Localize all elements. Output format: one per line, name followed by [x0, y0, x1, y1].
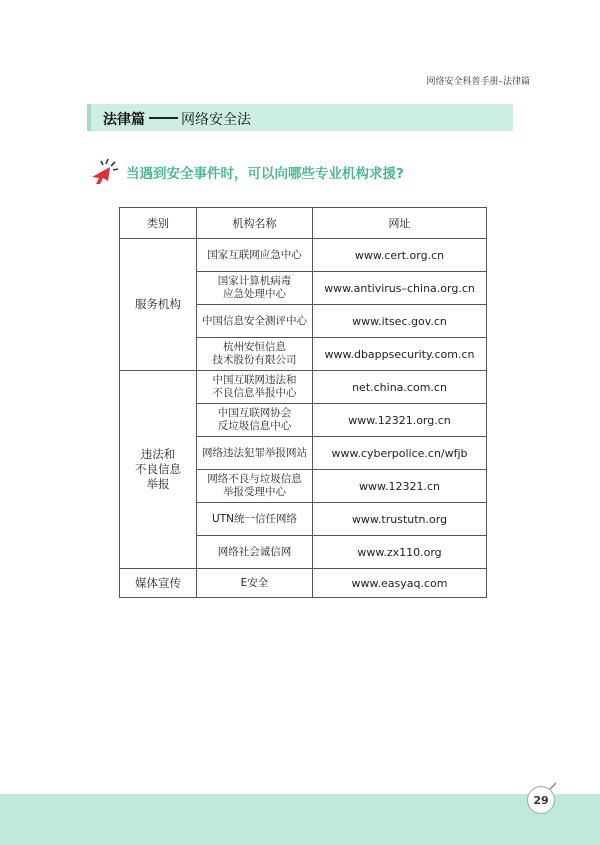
website-cell: www.trustutn.org — [313, 503, 487, 536]
footer-band — [0, 794, 600, 845]
org-name-cell: 杭州安恒信息 技术股份有限公司 — [197, 338, 313, 371]
header-website: 网址 — [313, 208, 487, 239]
table-row — [120, 569, 487, 598]
agency-table — [119, 207, 487, 598]
org-name-cell: UTN统一信任网络 — [197, 503, 313, 536]
org-name-cell: 网络不良与垃圾信息 举报受理中心 — [197, 470, 313, 503]
org-name-cell: 国家互联网应急中心 — [197, 239, 313, 272]
table-header-row — [120, 208, 487, 239]
website-cell: www.antivirus–china.org.cn — [313, 272, 487, 305]
website-cell: www.cyberpolice.cn/wfjb — [313, 437, 487, 470]
cursor-click-icon — [86, 157, 120, 185]
org-name-cell: 国家计算机病毒 应急处理中心 — [197, 272, 313, 305]
website-cell: net.china.com.cn — [313, 371, 487, 404]
org-name-cell: 中国互联网违法和 不良信息举报中心 — [197, 371, 313, 404]
category-cell: 服务机构 — [120, 239, 197, 371]
website-cell: www.dbappsecurity.com.cn — [313, 338, 487, 371]
org-name-cell: 网络社会诚信网 — [197, 536, 313, 569]
section-title-bar — [87, 104, 513, 131]
website-cell: www.12321.cn — [313, 470, 487, 503]
org-name-cell: 网络违法犯罪举报网站 — [197, 437, 313, 470]
website-cell: www.itsec.gov.cn — [313, 305, 487, 338]
website-cell: www.zx110.org — [313, 536, 487, 569]
section-title-dash — [149, 117, 178, 119]
header-org-name: 机构名称 — [197, 208, 313, 239]
section-title-sub: 网络安全法 — [181, 112, 251, 128]
website-cell: www.cert.org.cn — [313, 239, 487, 272]
header-category: 类别 — [120, 208, 197, 239]
category-cell: 媒体宣传 — [120, 569, 197, 598]
section-title-bold: 法律篇 — [103, 112, 145, 128]
running-header: 网络安全科普手册–法律篇 — [426, 77, 530, 87]
org-name-cell: 中国互联网协会 反垃圾信息中心 — [197, 404, 313, 437]
table-row — [120, 371, 487, 404]
org-name-cell: E安全 — [197, 569, 313, 598]
question-title: 当遇到安全事件时，可以向哪些专业机构求援? — [126, 166, 404, 182]
org-name-cell: 中国信息安全测评中心 — [197, 305, 313, 338]
table-row — [120, 239, 487, 272]
page-number: 29 — [527, 786, 555, 814]
website-cell: www.12321.org.cn — [313, 404, 487, 437]
category-cell: 违法和 不良信息 举报 — [120, 371, 197, 569]
website-cell: www.easyaq.com — [313, 569, 487, 598]
